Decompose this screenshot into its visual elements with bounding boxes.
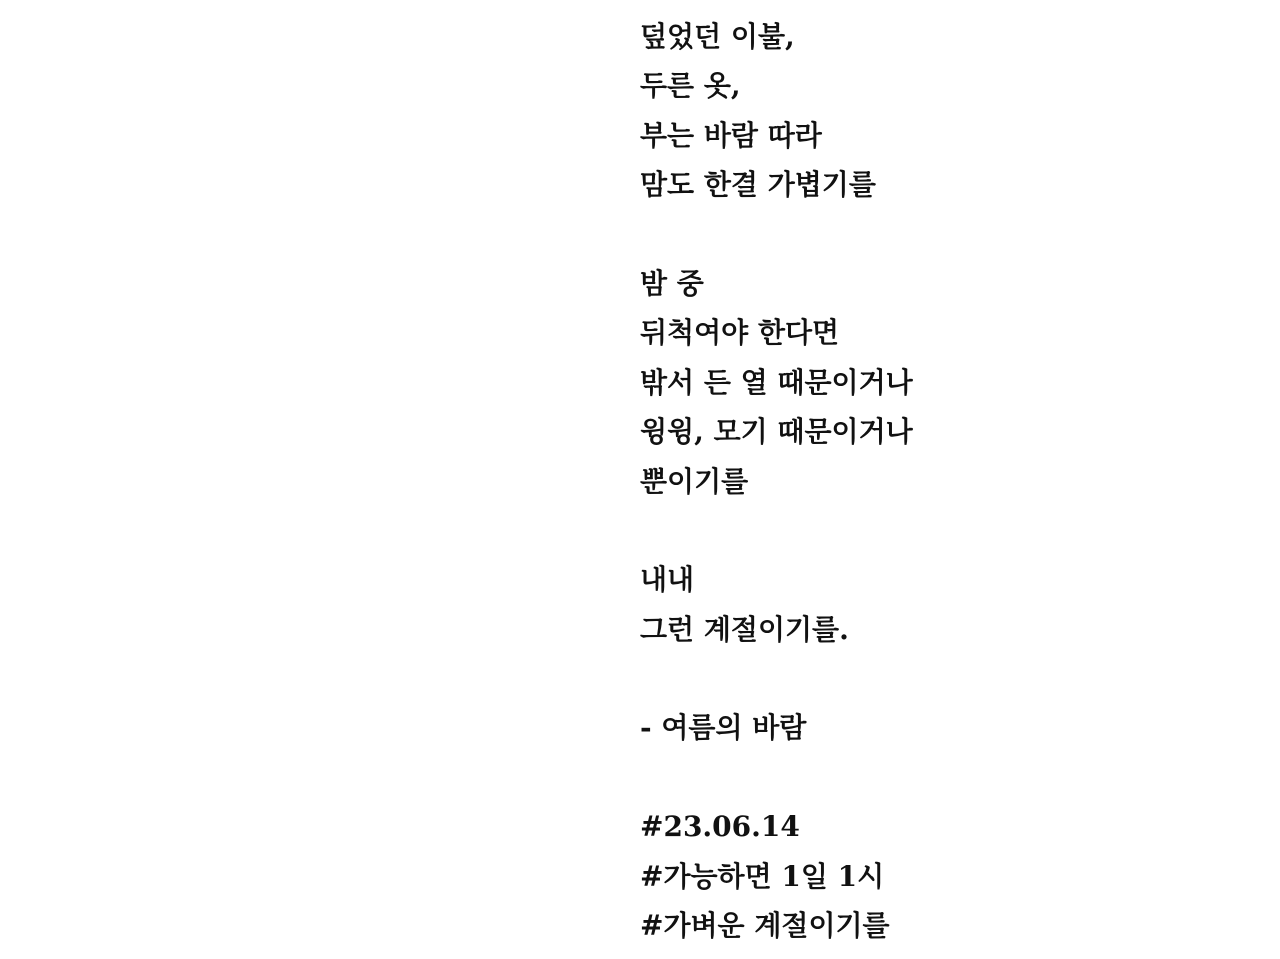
poem-line: 밖서 든 열 때문이거나 — [640, 365, 913, 399]
signature-block — [640, 703, 1260, 752]
hashtag: #가벼운 계절이기를 — [640, 909, 890, 943]
poem-line: 그런 계절이기를. — [640, 612, 849, 646]
poem-line: 덮었던 이불, — [640, 20, 795, 53]
hashtag: #23.06.14 — [640, 810, 800, 844]
poem-line: 두른 옷, — [640, 69, 741, 103]
poem-line: 밤 중 — [640, 266, 704, 300]
poem-line: 부는 바람 따라 — [640, 118, 822, 152]
stanza-2 — [640, 259, 1260, 506]
poem-line: 내내 — [640, 563, 695, 597]
stanza-1 — [640, 12, 1260, 210]
poem-line: 뿐이기를 — [640, 464, 749, 498]
hashtag: #가능하면 1일 1시 — [640, 859, 885, 893]
poem-line: 뒤척여야 한다면 — [640, 316, 840, 350]
poem-signature: - 여름의 바람 — [640, 711, 807, 745]
stanza-3 — [640, 555, 1260, 654]
poem-line: 윙윙, 모기 때문이거나 — [640, 415, 913, 449]
hashtag-list — [640, 802, 1260, 950]
poem-text — [640, 12, 1260, 959]
poem-line: 맘도 한결 가볍기를 — [640, 168, 876, 202]
